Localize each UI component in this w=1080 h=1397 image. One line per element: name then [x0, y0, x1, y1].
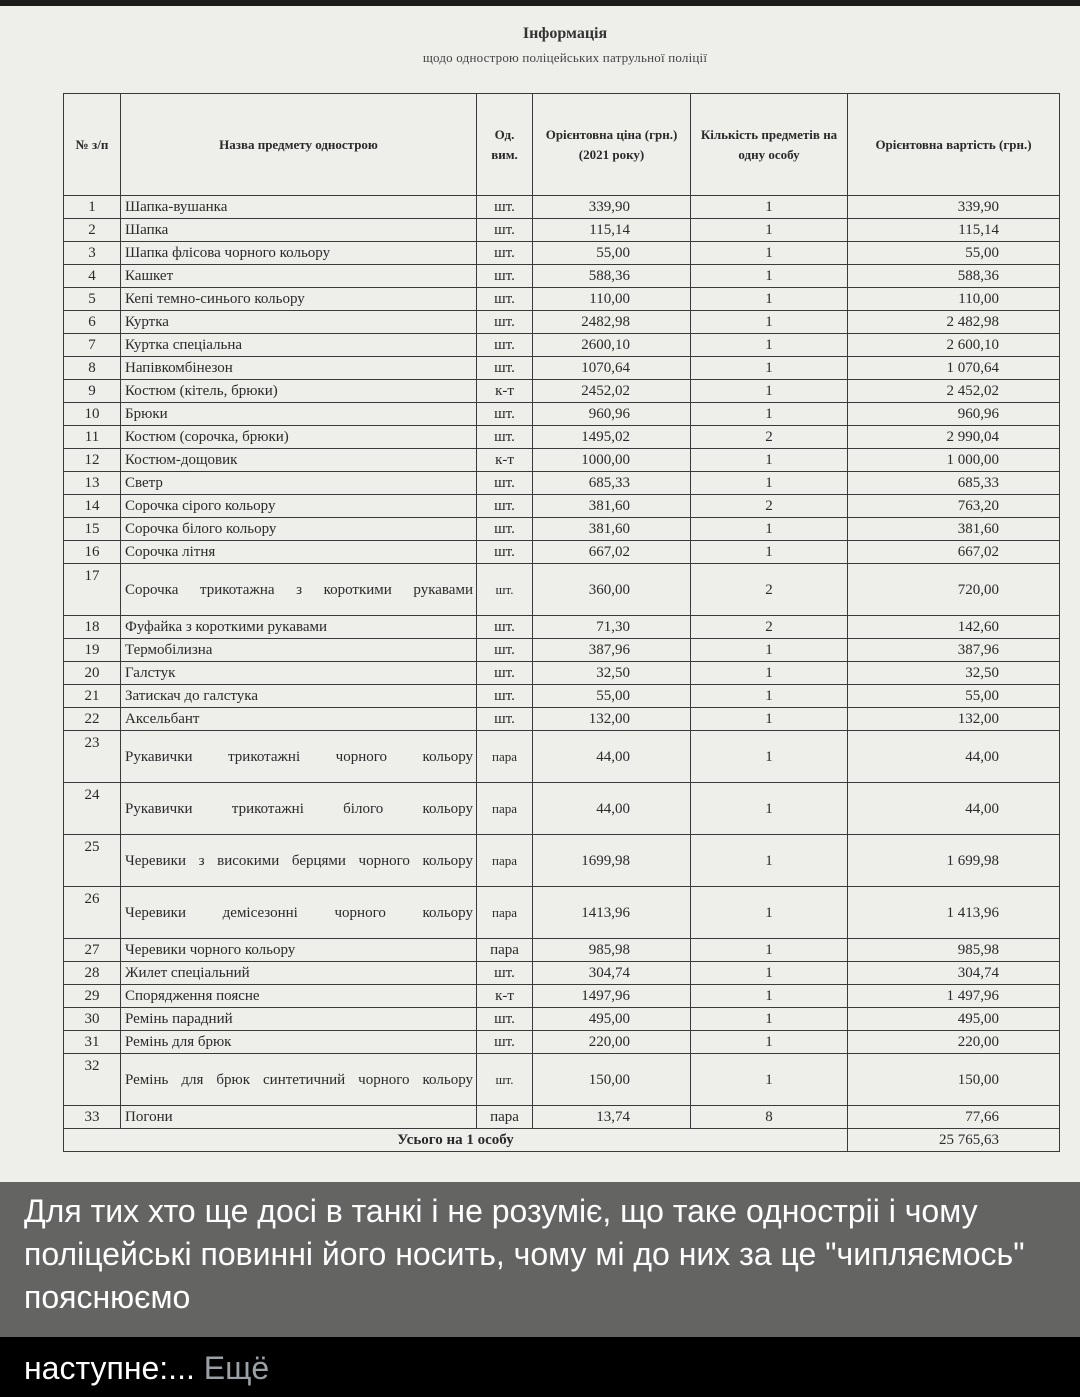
item-cost: 985,98 [848, 939, 1060, 962]
table-row [64, 783, 1060, 835]
item-cost: 2 452,02 [848, 380, 1060, 403]
table-row [64, 1106, 1060, 1129]
item-price: 381,60 [533, 495, 691, 518]
item-price: 1497,96 [533, 985, 691, 1008]
row-number: 6 [64, 311, 121, 334]
item-price: 2482,98 [533, 311, 691, 334]
table-row [64, 288, 1060, 311]
item-price: 960,96 [533, 403, 691, 426]
row-number: 33 [64, 1106, 121, 1129]
table-row [64, 939, 1060, 962]
item-cost: 32,50 [848, 662, 1060, 685]
item-price: 1000,00 [533, 449, 691, 472]
item-cost: 1 497,96 [848, 985, 1060, 1008]
item-unit: шт. [477, 1031, 533, 1054]
row-number: 19 [64, 639, 121, 662]
item-unit: шт. [477, 662, 533, 685]
item-price: 339,90 [533, 196, 691, 219]
row-number: 14 [64, 495, 121, 518]
item-cost: 44,00 [848, 731, 1060, 783]
item-name: Жилет спеціальний [121, 962, 477, 985]
item-cost: 142,60 [848, 616, 1060, 639]
item-name: Светр [121, 472, 477, 495]
table-row [64, 731, 1060, 783]
item-price: 381,60 [533, 518, 691, 541]
item-cost: 115,14 [848, 219, 1060, 242]
item-qty: 2 [691, 616, 848, 639]
item-cost: 110,00 [848, 288, 1060, 311]
item-qty: 1 [691, 541, 848, 564]
item-price: 985,98 [533, 939, 691, 962]
item-unit: шт. [477, 472, 533, 495]
item-price: 1495,02 [533, 426, 691, 449]
table-row [64, 1008, 1060, 1031]
item-qty: 1 [691, 783, 848, 835]
item-name: Шапка-вушанка [121, 196, 477, 219]
item-unit: к-т [477, 380, 533, 403]
item-unit: шт. [477, 616, 533, 639]
table-header-row [64, 94, 1060, 196]
item-qty: 2 [691, 564, 848, 616]
item-qty: 1 [691, 449, 848, 472]
item-cost: 150,00 [848, 1054, 1060, 1106]
item-price: 115,14 [533, 219, 691, 242]
item-cost: 2 990,04 [848, 426, 1060, 449]
item-qty: 2 [691, 495, 848, 518]
item-unit: шт. [477, 708, 533, 731]
table-row [64, 541, 1060, 564]
item-unit: пара [477, 783, 533, 835]
row-number: 8 [64, 357, 121, 380]
item-price: 2452,02 [533, 380, 691, 403]
item-cost: 588,36 [848, 265, 1060, 288]
item-name: Шапка флісова чорного кольору [121, 242, 477, 265]
item-qty: 1 [691, 985, 848, 1008]
table-row [64, 564, 1060, 616]
table-row [64, 495, 1060, 518]
item-cost: 1 000,00 [848, 449, 1060, 472]
item-unit: шт. [477, 265, 533, 288]
item-qty: 1 [691, 962, 848, 985]
row-number: 20 [64, 662, 121, 685]
item-price: 1699,98 [533, 835, 691, 887]
item-name: Шапка [121, 219, 477, 242]
item-unit: пара [477, 835, 533, 887]
item-cost: 685,33 [848, 472, 1060, 495]
item-cost: 2 600,10 [848, 334, 1060, 357]
item-price: 495,00 [533, 1008, 691, 1031]
item-unit: пара [477, 887, 533, 939]
row-number: 23 [64, 731, 121, 783]
item-cost: 763,20 [848, 495, 1060, 518]
item-unit: шт. [477, 495, 533, 518]
item-name: Костюм-дощовик [121, 449, 477, 472]
table-row [64, 518, 1060, 541]
row-number: 3 [64, 242, 121, 265]
row-number: 17 [64, 564, 121, 616]
item-price: 387,96 [533, 639, 691, 662]
item-unit: шт. [477, 518, 533, 541]
item-name: Сорочка трикотажна з короткими рукавами [121, 564, 477, 616]
table-row [64, 835, 1060, 887]
item-unit: пара [477, 731, 533, 783]
item-qty: 1 [691, 708, 848, 731]
table-row [64, 426, 1060, 449]
item-cost: 960,96 [848, 403, 1060, 426]
item-cost: 132,00 [848, 708, 1060, 731]
item-price: 2600,10 [533, 334, 691, 357]
item-name: Рукавички трикотажні чорного кольору [121, 731, 477, 783]
item-cost: 720,00 [848, 564, 1060, 616]
row-number: 32 [64, 1054, 121, 1106]
item-qty: 1 [691, 939, 848, 962]
item-name: Костюм (сорочка, брюки) [121, 426, 477, 449]
post-caption-text: Для тих хто ще досі в танкі і не розуміє, що таке одностріі і чому поліцейські повинні його носить, чому мі до них за це "чипляємось" пояснюємо [24, 1193, 1025, 1315]
item-qty: 1 [691, 662, 848, 685]
item-name: Куртка спеціальна [121, 334, 477, 357]
item-name: Аксельбант [121, 708, 477, 731]
table-row [64, 887, 1060, 939]
item-cost: 667,02 [848, 541, 1060, 564]
item-price: 132,00 [533, 708, 691, 731]
item-unit: шт. [477, 357, 533, 380]
item-name: Кашкет [121, 265, 477, 288]
total-label: Усього на 1 особу [64, 1129, 848, 1152]
item-price: 71,30 [533, 616, 691, 639]
item-cost: 55,00 [848, 685, 1060, 708]
item-qty: 1 [691, 1008, 848, 1031]
table-row [64, 311, 1060, 334]
item-name: Затискач до галстука [121, 685, 477, 708]
item-unit: шт. [477, 541, 533, 564]
item-name: Черевики демісезонні чорного кольору [121, 887, 477, 939]
item-cost: 1 699,98 [848, 835, 1060, 887]
document-title: Інформація [522, 25, 608, 42]
item-cost: 1 413,96 [848, 887, 1060, 939]
item-price: 55,00 [533, 242, 691, 265]
item-qty: 1 [691, 685, 848, 708]
top-border [0, 0, 1080, 6]
row-number: 5 [64, 288, 121, 311]
item-price: 32,50 [533, 662, 691, 685]
item-name: Фуфайка з короткими рукавами [121, 616, 477, 639]
row-number: 2 [64, 219, 121, 242]
item-cost: 381,60 [848, 518, 1060, 541]
item-price: 220,00 [533, 1031, 691, 1054]
table-row [64, 1054, 1060, 1106]
item-unit: шт. [477, 403, 533, 426]
item-price: 44,00 [533, 783, 691, 835]
item-qty: 2 [691, 426, 848, 449]
table-row [64, 616, 1060, 639]
post-caption-last-line [24, 1347, 269, 1390]
item-price: 44,00 [533, 731, 691, 783]
item-cost: 339,90 [848, 196, 1060, 219]
item-cost: 2 482,98 [848, 311, 1060, 334]
item-name: Костюм (кітель, брюки) [121, 380, 477, 403]
item-unit: шт. [477, 1008, 533, 1031]
item-qty: 1 [691, 265, 848, 288]
item-name: Сорочка білого кольору [121, 518, 477, 541]
row-number: 9 [64, 380, 121, 403]
item-price: 13,74 [533, 1106, 691, 1129]
item-unit: шт. [477, 639, 533, 662]
table-row [64, 403, 1060, 426]
item-cost: 44,00 [848, 783, 1060, 835]
table-row [64, 639, 1060, 662]
row-number: 1 [64, 196, 121, 219]
item-cost: 387,96 [848, 639, 1060, 662]
item-unit: пара [477, 939, 533, 962]
item-price: 588,36 [533, 265, 691, 288]
item-qty: 1 [691, 639, 848, 662]
item-name: Сорочка літня [121, 541, 477, 564]
item-cost: 1 070,64 [848, 357, 1060, 380]
row-number: 16 [64, 541, 121, 564]
table-row [64, 242, 1060, 265]
item-name: Спорядження поясне [121, 985, 477, 1008]
uniform-table [63, 93, 1060, 1152]
table-row [64, 962, 1060, 985]
item-name: Сорочка сірого кольору [121, 495, 477, 518]
row-number: 10 [64, 403, 121, 426]
table-row [64, 265, 1060, 288]
item-cost: 55,00 [848, 242, 1060, 265]
row-number: 30 [64, 1008, 121, 1031]
item-price: 1413,96 [533, 887, 691, 939]
item-qty: 1 [691, 1031, 848, 1054]
row-number: 13 [64, 472, 121, 495]
item-unit: шт. [477, 219, 533, 242]
row-number: 24 [64, 783, 121, 835]
item-qty: 1 [691, 835, 848, 887]
item-cost: 304,74 [848, 962, 1060, 985]
table-row [64, 1031, 1060, 1054]
item-price: 150,00 [533, 1054, 691, 1106]
header-cost: Орієнтовна вартість (грн.) [848, 94, 1060, 196]
item-price: 55,00 [533, 685, 691, 708]
table-row [64, 219, 1060, 242]
document-subtitle: щодо однострою поліцейських патрульної поліції [422, 50, 708, 65]
item-qty: 8 [691, 1106, 848, 1129]
item-unit: шт. [477, 564, 533, 616]
item-name: Ремінь парадний [121, 1008, 477, 1031]
item-qty: 1 [691, 219, 848, 242]
item-qty: 1 [691, 242, 848, 265]
item-name: Термобілизна [121, 639, 477, 662]
row-number: 7 [64, 334, 121, 357]
item-qty: 1 [691, 196, 848, 219]
item-name: Черевики з високими берцями чорного кольору [121, 835, 477, 887]
item-qty: 1 [691, 311, 848, 334]
item-unit: шт. [477, 242, 533, 265]
show-more-link[interactable]: Ещё [203, 1350, 270, 1386]
item-unit: шт. [477, 288, 533, 311]
item-unit: шт. [477, 426, 533, 449]
row-number: 29 [64, 985, 121, 1008]
table-row [64, 380, 1060, 403]
item-price: 685,33 [533, 472, 691, 495]
item-unit: шт. [477, 196, 533, 219]
item-name: Ремінь для брюк синтетичний чорного кольору [121, 1054, 477, 1106]
table-row [64, 357, 1060, 380]
item-price: 110,00 [533, 288, 691, 311]
header-qty: Кількість предметів на одну особу [691, 94, 848, 196]
table-row [64, 472, 1060, 495]
item-name: Куртка [121, 311, 477, 334]
item-qty: 1 [691, 731, 848, 783]
row-number: 21 [64, 685, 121, 708]
total-value: 25 765,63 [848, 1129, 1060, 1152]
total-row [64, 1129, 1060, 1152]
item-cost: 77,66 [848, 1106, 1060, 1129]
caption-last-text: наступне:... [24, 1350, 195, 1386]
item-unit: пара [477, 1106, 533, 1129]
item-name: Ремінь для брюк [121, 1031, 477, 1054]
row-number: 15 [64, 518, 121, 541]
item-qty: 1 [691, 472, 848, 495]
row-number: 11 [64, 426, 121, 449]
item-unit: к-т [477, 449, 533, 472]
item-name: Напівкомбінезон [121, 357, 477, 380]
item-name: Брюки [121, 403, 477, 426]
item-qty: 1 [691, 357, 848, 380]
item-unit: шт. [477, 685, 533, 708]
row-number: 28 [64, 962, 121, 985]
row-number: 25 [64, 835, 121, 887]
table-body [64, 196, 1060, 1129]
item-name: Погони [121, 1106, 477, 1129]
item-qty: 1 [691, 288, 848, 311]
row-number: 26 [64, 887, 121, 939]
row-number: 18 [64, 616, 121, 639]
row-number: 27 [64, 939, 121, 962]
item-unit: к-т [477, 985, 533, 1008]
table-row [64, 985, 1060, 1008]
row-number: 4 [64, 265, 121, 288]
header-price: Орієнтовна ціна (грн.) (2021 року) [533, 94, 691, 196]
item-price: 1070,64 [533, 357, 691, 380]
item-price: 667,02 [533, 541, 691, 564]
item-qty: 1 [691, 334, 848, 357]
table-row [64, 685, 1060, 708]
item-name: Черевики чорного кольору [121, 939, 477, 962]
item-cost: 495,00 [848, 1008, 1060, 1031]
table-row [64, 708, 1060, 731]
item-unit: шт. [477, 1054, 533, 1106]
item-qty: 1 [691, 518, 848, 541]
item-unit: шт. [477, 962, 533, 985]
item-cost: 220,00 [848, 1031, 1060, 1054]
table-row [64, 196, 1060, 219]
table-row [64, 449, 1060, 472]
item-unit: шт. [477, 311, 533, 334]
row-number: 12 [64, 449, 121, 472]
item-qty: 1 [691, 380, 848, 403]
item-qty: 1 [691, 887, 848, 939]
item-name: Галстук [121, 662, 477, 685]
row-number: 22 [64, 708, 121, 731]
item-qty: 1 [691, 1054, 848, 1106]
header-name: Назва предмету однострою [121, 94, 477, 196]
header-no: № з/п [64, 94, 121, 196]
item-qty: 1 [691, 403, 848, 426]
item-price: 304,74 [533, 962, 691, 985]
item-price: 360,00 [533, 564, 691, 616]
item-name: Кепі темно-синього кольору [121, 288, 477, 311]
header-unit: Од. вим. [477, 94, 533, 196]
row-number: 31 [64, 1031, 121, 1054]
table-row [64, 334, 1060, 357]
item-name: Рукавички трикотажні білого кольору [121, 783, 477, 835]
table-row [64, 662, 1060, 685]
item-unit: шт. [477, 334, 533, 357]
